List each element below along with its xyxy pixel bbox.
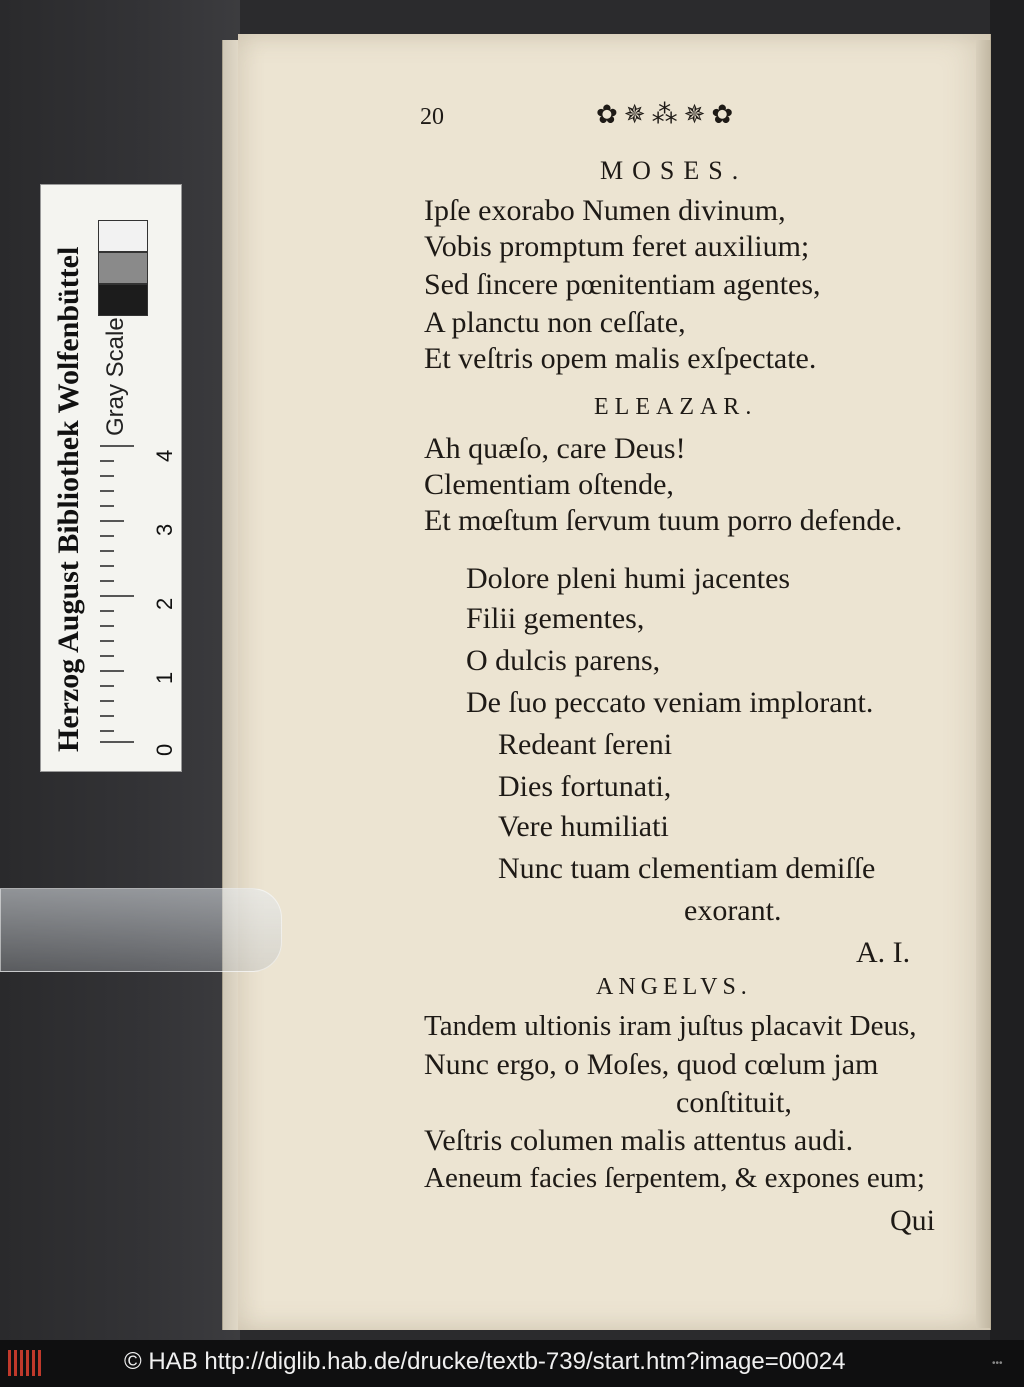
copyright-url[interactable]: © HAB http://diglib.hab.de/drucke/textb-739/start.htm?image=00024 [124, 1348, 846, 1375]
verse-line: Clementiam oſtende, [424, 468, 674, 501]
tick-label-4: 4 [152, 449, 177, 462]
footer-dots: ••• [992, 1358, 1003, 1369]
aria-line: O dulcis parens, [466, 644, 661, 677]
hab-logo-icon [8, 1350, 42, 1376]
header-ornament: ✿✵⁂✵✿ [596, 100, 740, 129]
gray-swatch-white [98, 220, 148, 252]
verse-line: Aeneum facies ſerpentem, & expones eum; [424, 1162, 925, 1194]
aria-line: Filii gementes, [466, 602, 645, 635]
speaker-moses: MOSES. [600, 156, 748, 185]
verse-line: Et veſtris opem malis exſpectate. [424, 342, 817, 375]
page-number: 20 [420, 104, 444, 130]
verse-line: Nunc ergo, o Moſes, quod cœlum jam [424, 1048, 879, 1081]
verse-line: Tandem ultionis iram juſtus placavit Deus, [424, 1010, 917, 1042]
gray-scale-label: Gray Scale [102, 317, 129, 436]
aria-line: exorant. [684, 894, 782, 927]
catchword: Qui [890, 1204, 935, 1237]
verse-line: Et mœſtum ſervum tuum porro defende. [424, 504, 903, 537]
aria-line: Redeant ſereni [498, 728, 673, 761]
ruler-ticks [100, 444, 134, 744]
verse-line: Sed ſincere pœnitentiam agentes, [424, 268, 821, 301]
tick-label-3: 3 [152, 523, 177, 536]
verse-line: Vobis promptum feret auxilium; [424, 230, 810, 263]
scan-backdrop-right [990, 0, 1024, 1340]
plastic-page-clip [0, 888, 282, 972]
footer-bar [0, 1340, 1024, 1387]
tick-label-1: 1 [152, 671, 177, 684]
verse-line: Ah quæſo, care Deus! [424, 432, 686, 465]
aria-line: Nunc tuam clementiam demiſſe [498, 852, 876, 885]
aria-line: Vere humiliati [498, 810, 669, 843]
verse-line: A planctu non ceſſate, [424, 306, 686, 339]
tick-label-0: 0 [152, 743, 177, 756]
aria-line: Dies fortunati, [498, 770, 672, 803]
library-name: Herzog August Bibliothek Wolfenbüttel [52, 246, 85, 752]
section-mark: A. I. [856, 936, 911, 969]
verse-line: Ipſe exorabo Numen divinum, [424, 194, 786, 227]
tick-label-2: 2 [152, 597, 177, 610]
verse-line: Veſtris columen malis attentus audi. [424, 1124, 854, 1157]
page-edge [976, 40, 990, 1328]
verse-line: conſtituit, [676, 1086, 792, 1119]
gray-swatch-black [98, 284, 148, 316]
speaker-angelus: ANGELVS. [596, 974, 752, 1000]
aria-line: De ſuo peccato veniam implorant. [466, 686, 874, 719]
speaker-eleazar: ELEAZAR. [594, 394, 758, 420]
gray-swatch-mid [98, 252, 148, 284]
aria-line: Dolore pleni humi jacentes [466, 562, 791, 595]
